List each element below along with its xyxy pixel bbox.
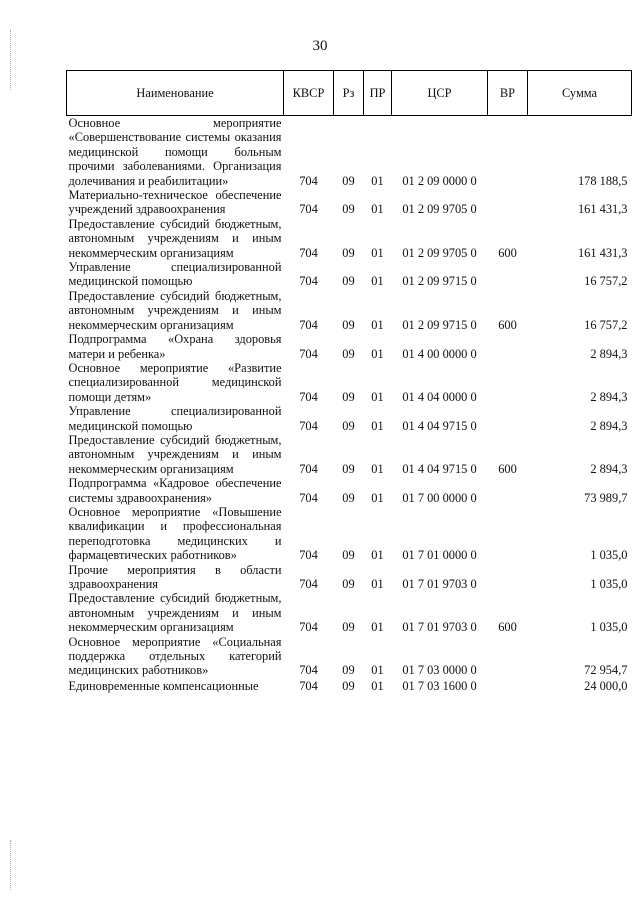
row-kvsr: 704 xyxy=(299,173,318,188)
row-kvsr: 704 xyxy=(299,245,318,260)
row-kvsr: 704 xyxy=(299,663,318,678)
header-name: Наименование xyxy=(67,71,284,116)
row-sum: 2 894,3 xyxy=(590,418,628,433)
row-csr: 01 4 00 0000 0 xyxy=(402,346,477,361)
row-kvsr: 704 xyxy=(299,418,318,433)
row-csr: 01 2 09 9705 0 xyxy=(402,202,477,217)
page-number: 30 xyxy=(312,38,328,54)
table-row xyxy=(67,563,632,592)
row-name: Материально-техническое обеспечение учреждений здравоохранения xyxy=(68,188,282,217)
row-csr: 01 7 01 9703 0 xyxy=(402,620,477,635)
table-row xyxy=(67,433,632,476)
row-csr: 01 7 01 0000 0 xyxy=(402,548,477,563)
row-csr: 01 2 09 0000 0 xyxy=(402,173,477,188)
row-sum: 16 757,2 xyxy=(584,274,628,289)
row-sum: 73 989,7 xyxy=(584,490,628,505)
row-csr: 01 2 09 9715 0 xyxy=(402,274,477,289)
row-name: Управление специализированной медицинской помощью xyxy=(68,404,282,433)
table-row xyxy=(67,361,632,404)
row-sum: 24 000,0 xyxy=(584,678,628,693)
row-pr: 01 xyxy=(371,678,384,693)
row-name: Основное мероприятие «Развитие специализированной медицинской помощи детям» xyxy=(68,360,282,404)
row-kvsr: 704 xyxy=(299,678,318,693)
row-pr: 01 xyxy=(371,346,384,361)
row-vr: 600 xyxy=(498,461,517,476)
row-name: Основное мероприятие «Повышение квалификации и профессиональная переподготовка медицинских и фармацевтических работников» xyxy=(68,504,282,563)
row-rz: 09 xyxy=(342,620,355,635)
row-kvsr: 704 xyxy=(299,389,318,404)
row-sum: 2 894,3 xyxy=(590,389,628,404)
row-pr: 01 xyxy=(371,490,384,505)
row-sum: 161 431,3 xyxy=(577,245,628,260)
row-vr xyxy=(488,332,528,361)
header-pr: ПР xyxy=(364,71,392,116)
table-row xyxy=(67,289,632,332)
row-rz: 09 xyxy=(342,577,355,591)
row-sum: 16 757,2 xyxy=(584,317,628,332)
row-pr: 01 xyxy=(371,418,384,433)
row-name: Подпрограмма «Кадровое обеспечение системы здравоохранения» xyxy=(68,476,282,505)
row-sum: 178 188,5 xyxy=(577,173,628,188)
row-csr: 01 4 04 9715 0 xyxy=(402,461,477,476)
row-vr xyxy=(488,635,528,678)
table-row xyxy=(67,505,632,563)
row-vr xyxy=(488,188,528,217)
budget-table xyxy=(66,70,632,693)
row-csr: 01 4 04 0000 0 xyxy=(402,389,477,404)
header-vr: ВР xyxy=(488,71,528,116)
row-vr xyxy=(488,563,528,592)
row-vr: 600 xyxy=(498,620,517,635)
row-kvsr: 704 xyxy=(299,577,318,591)
row-name: Предоставление субсидий бюджетным, автономным учреждениям и иным некоммерческим организациям xyxy=(68,432,282,476)
row-csr: 01 4 04 9715 0 xyxy=(402,418,477,433)
table-row xyxy=(67,404,632,433)
row-pr: 01 xyxy=(371,620,384,635)
row-vr xyxy=(488,505,528,563)
row-name: Управление специализированной медицинской помощью xyxy=(68,260,282,289)
row-pr: 01 xyxy=(371,548,384,563)
row-name: Предоставление субсидий бюджетным, автономным учреждениям и иным некоммерческим организациям xyxy=(68,216,282,260)
row-kvsr: 704 xyxy=(299,490,318,505)
header-sum: Сумма xyxy=(528,71,632,116)
row-vr xyxy=(488,116,528,189)
row-rz: 09 xyxy=(342,346,355,361)
row-csr: 01 7 03 0000 0 xyxy=(402,663,477,678)
row-sum: 2 894,3 xyxy=(590,346,628,361)
row-vr xyxy=(488,678,528,693)
header-csr: ЦСР xyxy=(392,71,488,116)
table-row xyxy=(67,635,632,678)
row-name: Единовременные компенсационные xyxy=(68,678,259,693)
row-rz: 09 xyxy=(342,317,355,332)
table-row xyxy=(67,678,632,693)
table-row xyxy=(67,591,632,634)
row-rz: 09 xyxy=(342,274,355,289)
row-vr xyxy=(488,476,528,505)
table-header-row xyxy=(67,71,632,116)
row-vr: 600 xyxy=(498,245,517,260)
row-name: Основное мероприятие «Социальная поддержка отдельных категорий медицинских работников» xyxy=(68,634,282,678)
row-rz: 09 xyxy=(342,202,355,217)
table-row xyxy=(67,332,632,361)
row-rz: 09 xyxy=(342,461,355,476)
row-pr: 01 xyxy=(371,317,384,332)
header-kvsr: КВСР xyxy=(284,71,334,116)
row-kvsr: 704 xyxy=(299,274,318,289)
row-vr xyxy=(488,404,528,433)
row-kvsr: 704 xyxy=(299,346,318,361)
row-rz: 09 xyxy=(342,548,355,563)
row-csr: 01 7 01 9703 0 xyxy=(402,577,477,591)
row-pr: 01 xyxy=(371,173,384,188)
row-csr: 01 7 00 0000 0 xyxy=(402,490,477,505)
left-margin-mark xyxy=(10,840,11,890)
row-rz: 09 xyxy=(342,245,355,260)
row-rz: 09 xyxy=(342,678,355,693)
row-kvsr: 704 xyxy=(299,548,318,563)
row-pr: 01 xyxy=(371,245,384,260)
row-kvsr: 704 xyxy=(299,317,318,332)
row-name: Предоставление субсидий бюджетным, автономным учреждениям и иным некоммерческим организациям xyxy=(68,288,282,332)
row-pr: 01 xyxy=(371,202,384,217)
row-csr: 01 2 09 9715 0 xyxy=(402,317,477,332)
table-row xyxy=(67,260,632,289)
row-kvsr: 704 xyxy=(299,202,318,217)
row-pr: 01 xyxy=(371,461,384,476)
row-csr: 01 2 09 9705 0 xyxy=(402,245,477,260)
row-rz: 09 xyxy=(342,418,355,433)
row-sum: 2 894,3 xyxy=(590,461,628,476)
row-pr: 01 xyxy=(371,389,384,404)
table-row xyxy=(67,217,632,260)
row-name: Основное мероприятие «Совершенствование системы оказания медицинской помощи больным прочими заболеваниями. Организация долечивания и реабилитации» xyxy=(68,116,282,188)
row-kvsr: 704 xyxy=(299,620,318,635)
row-sum: 72 954,7 xyxy=(584,663,628,678)
row-sum: 161 431,3 xyxy=(577,202,628,217)
row-rz: 09 xyxy=(342,389,355,404)
row-kvsr: 704 xyxy=(299,461,318,476)
row-vr: 600 xyxy=(498,317,517,332)
row-name: Подпрограмма «Охрана здоровья матери и ребенка» xyxy=(68,332,282,361)
row-sum: 1 035,0 xyxy=(590,620,628,635)
row-sum: 1 035,0 xyxy=(590,577,628,591)
row-pr: 01 xyxy=(371,274,384,289)
row-vr xyxy=(488,361,528,404)
row-pr: 01 xyxy=(371,577,384,591)
row-rz: 09 xyxy=(342,663,355,678)
row-name: Предоставление субсидий бюджетным, автономным учреждениям и иным некоммерческим организациям xyxy=(68,591,282,635)
row-csr: 01 7 03 1600 0 xyxy=(402,678,477,693)
row-pr: 01 xyxy=(371,663,384,678)
table-row xyxy=(67,188,632,217)
row-name: Прочие мероприятия в области здравоохранения xyxy=(68,562,282,591)
row-sum: 1 035,0 xyxy=(590,548,628,563)
row-vr xyxy=(488,260,528,289)
row-rz: 09 xyxy=(342,173,355,188)
header-rz: Рз xyxy=(334,71,364,116)
table-row xyxy=(67,116,632,189)
row-rz: 09 xyxy=(342,490,355,505)
table-row xyxy=(67,476,632,505)
